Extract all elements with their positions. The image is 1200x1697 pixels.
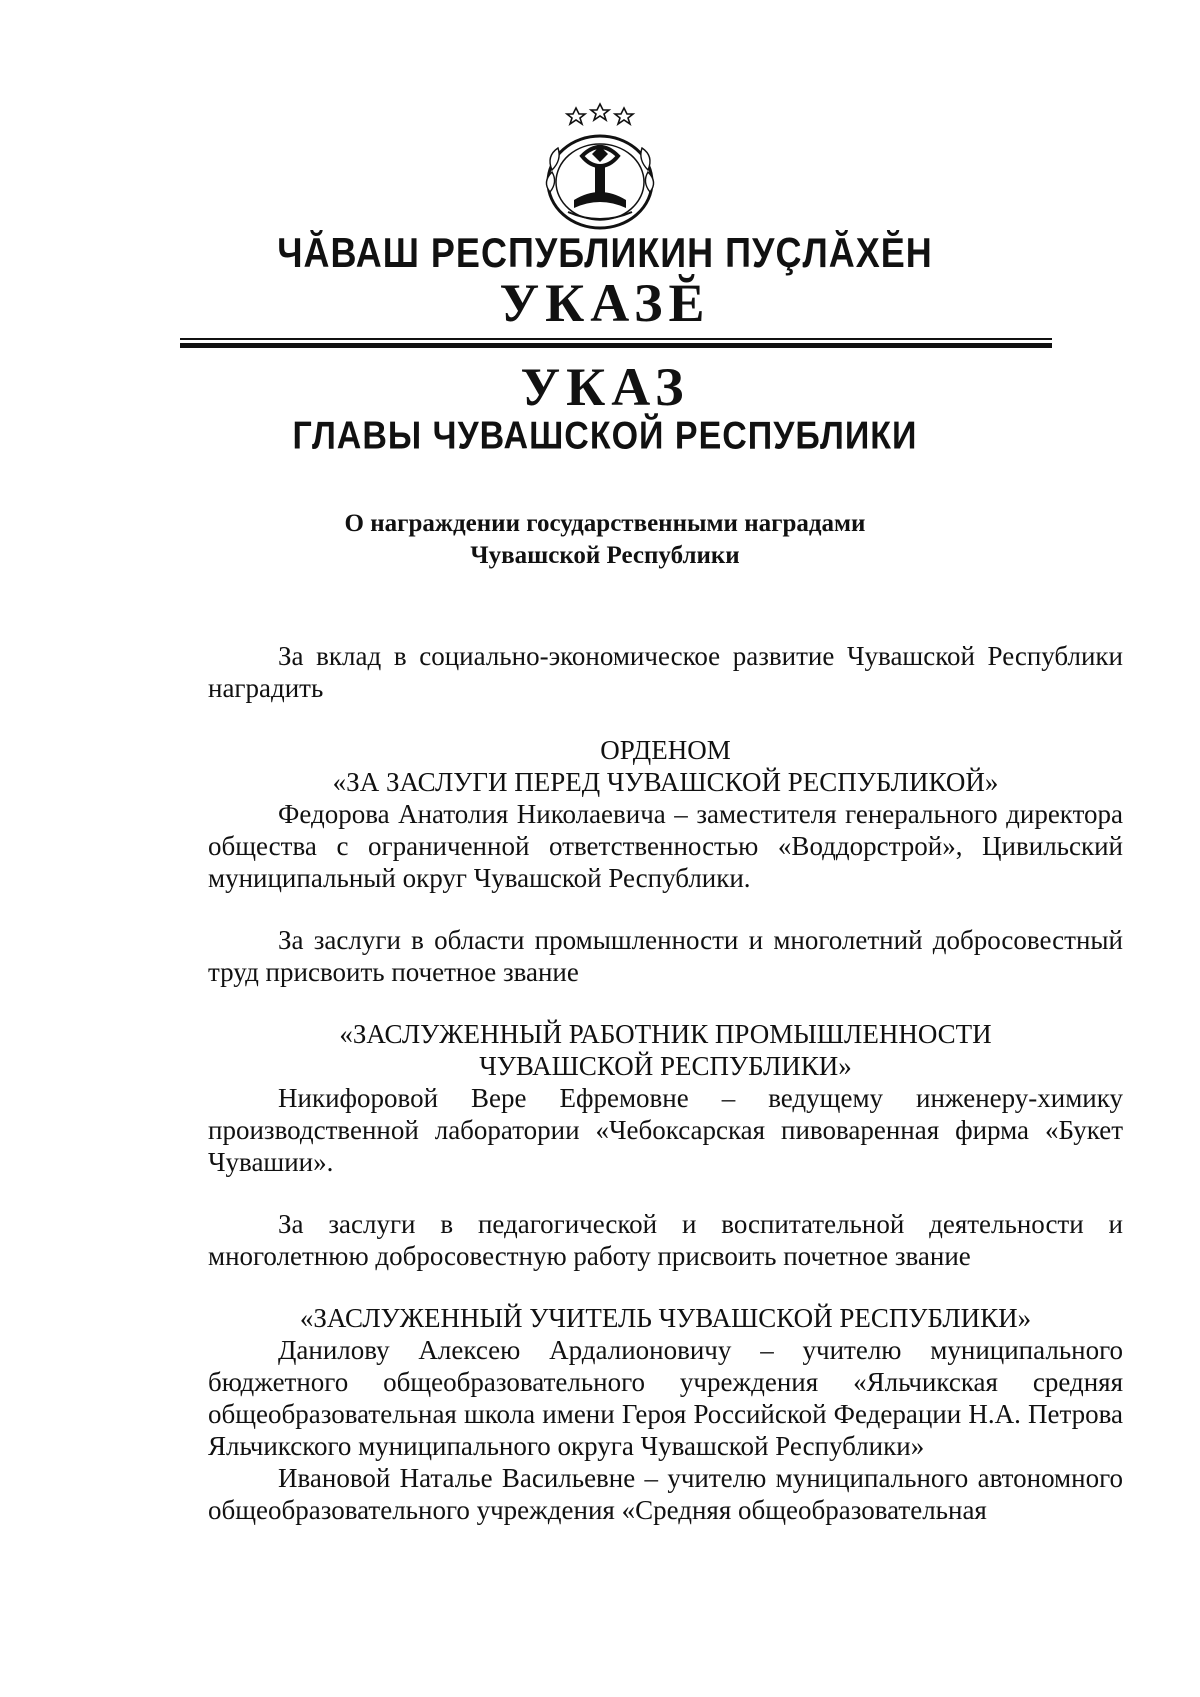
divider-thin [180,338,1052,340]
decree-body [208,640,1123,1526]
russian-document-title: УКАЗ [520,357,690,417]
intro-paragraph: За вклад в социально-экономическое развитие Чувашской Республики наградить [208,641,1123,703]
russian-org-name: ГЛАВЫ ЧУВАШСКОЙ РЕСПУБЛИКИ [292,414,918,458]
industry-recipient-paragraph: Никифоровой Вере Ефремовне – ведущему инженеру-химику производственной лаборатории «Чебоксарская пивоваренная фирма «Букет Чувашии». [208,1083,1123,1177]
industry-title-line-2: ЧУВАШСКОЙ РЕСПУБЛИКИ» [479,1051,852,1081]
decree-subject [180,508,1030,572]
industry-title-line-1: «ЗАСЛУЖЕННЫЙ РАБОТНИК ПРОМЫШЛЕННОСТИ [339,1019,992,1049]
award-order-line-2: «ЗА ЗАСЛУГИ ПЕРЕД ЧУВАШСКОЙ РЕСПУБЛИКОЙ» [332,767,999,797]
teacher-title-line: «ЗАСЛУЖЕННЫЙ УЧИТЕЛЬ ЧУВАШСКОЙ РЕСПУБЛИКИ» [299,1303,1032,1333]
subject-line-1: О награждении государственными наградами [344,510,866,537]
industry-intro-paragraph: За заслуги в области промышленности и многолетний добросовестный труд присвоить почетное звание [208,925,1123,987]
teacher-intro-paragraph: За заслуги в педагогической и воспитательной деятельности и многолетнюю добросовестную работу присвоить почетное звание [208,1209,1123,1271]
chuvash-org-name: ЧĂВАШ РЕСПУБЛИКИН ПУÇЛĂХĔН [277,228,933,276]
chuvash-coat-of-arms-icon [538,100,662,230]
chuvash-document-title: УКАЗĔ [499,273,711,333]
award-order-line-1: ОРДЕНОМ [600,735,731,765]
divider-thick [180,343,1052,348]
teacher-recipient-paragraph-1: Данилову Алексею Ардалионовичу – учителю муниципального бюджетного общеобразовательного учреждения «Яльчикская средняя общеобразовательная школа имени Героя Российской Федерации Н.А. Петрова Яльчикского муниципального округа Чувашской Республики» [208,1335,1123,1461]
teacher-recipient-paragraph-2: Ивановой Наталье Васильевне – учителю муниципального автономного общеобразовательного учреждения «Средняя общеобразовательная [208,1463,1123,1525]
subject-line-2: Чувашской Республики [470,542,740,569]
order-recipient-paragraph: Федорова Анатолия Николаевича – заместителя генерального директора общества с ограниченной ответственностью «Воддорстрой», Цивильский муниципальный округ Чувашской Республики. [208,799,1123,893]
